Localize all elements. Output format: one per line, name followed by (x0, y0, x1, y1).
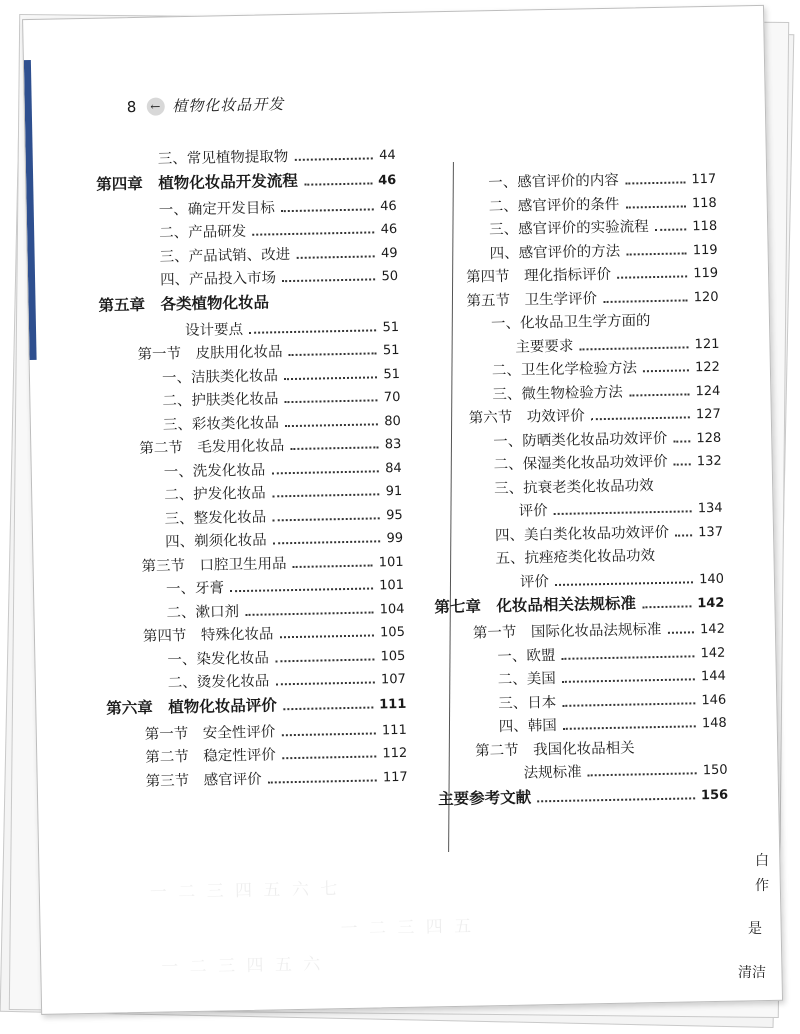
toc-page-number: 112 (382, 745, 408, 762)
toc-page-number: 46 (380, 221, 398, 238)
toc-page-number: 124 (695, 383, 721, 399)
dot-leader (561, 655, 694, 660)
dot-leader (562, 702, 695, 707)
toc-entry-title: 三、抗衰老类化妆品功效 (494, 477, 654, 497)
toc-entry-title: 第四章 植物化妆品开发流程 (96, 171, 298, 194)
dot-leader (285, 423, 378, 427)
dot-leader (281, 208, 374, 212)
toc-page-number: 142 (697, 595, 725, 612)
toc-entry-title: 二、卫生化学检验方法 (491, 360, 638, 380)
dot-leader (675, 534, 692, 536)
dot-leader (290, 446, 378, 450)
dot-leader (579, 346, 688, 350)
dot-leader (282, 755, 377, 759)
toc-page-number: 51 (383, 366, 401, 382)
dot-leader (603, 299, 688, 303)
toc-page-number: 119 (693, 265, 719, 282)
toc-entry-title: 三、感官评价的实验流程 (489, 219, 649, 239)
dot-leader (281, 732, 376, 736)
toc-entry-title: 二、感官评价的条件 (488, 196, 620, 215)
dot-leader (660, 488, 716, 489)
toc-page-number: 121 (694, 336, 720, 352)
toc-page-number: 156 (700, 787, 729, 803)
dot-leader (673, 440, 690, 442)
dot-leader (617, 275, 687, 278)
dot-leader (655, 228, 687, 231)
toc-page-number: 105 (379, 624, 406, 641)
dot-leader (275, 305, 392, 307)
toc-page-number: 142 (700, 645, 726, 661)
toc-entry-title: 五、抗痤疮类化妆品功效 (495, 548, 656, 568)
toc-entry-title: 一、防晒类化妆品功效评价 (493, 430, 668, 450)
toc-entry-title: 三、彩妆类化妆品 (162, 414, 280, 433)
dot-leader (643, 369, 689, 372)
dot-leader (674, 463, 691, 465)
dot-leader (284, 399, 377, 403)
toc-page-number: 83 (384, 436, 402, 453)
toc-entry-title: 二、护肤类化妆品 (162, 391, 279, 410)
toc-page-number: 146 (701, 692, 727, 708)
toc-page-number: 128 (696, 430, 722, 446)
toc-page-number: 118 (692, 218, 718, 235)
toc-entry-title: 法规标准 (523, 764, 582, 782)
toc-page-number: 137 (698, 524, 724, 540)
dot-leader (625, 181, 686, 184)
toc-left-column (96, 143, 408, 794)
dot-leader (272, 517, 380, 521)
toc-page-number: 111 (381, 722, 407, 738)
toc-entry-title: 二、保湿类化妆品功效评价 (493, 453, 668, 474)
dot-leader (275, 681, 375, 685)
edge-fragment: 白 (755, 853, 769, 869)
dot-leader (626, 252, 687, 255)
toc-page-number: 127 (695, 406, 721, 423)
toc-page-number: 142 (699, 621, 726, 638)
toc-entry-title: 主要要求 (515, 338, 574, 356)
toc-entry-title: 四、产品投入市场 (159, 270, 277, 289)
toc-entry-title: 一、牙膏 (165, 580, 225, 598)
toc-page-number: 91 (385, 483, 403, 500)
dot-leader (275, 658, 375, 662)
toc-page-number: 104 (379, 601, 405, 617)
toc-page-number: 134 (697, 500, 723, 517)
running-header (127, 93, 285, 117)
toc-page-number: 50 (381, 268, 399, 285)
dot-leader (283, 706, 373, 710)
toc-entry-title: 一、化妆品卫生学方面的 (490, 313, 651, 333)
toc-entry-title: 评价 (519, 573, 550, 591)
dot-leader (588, 772, 697, 776)
toc-page-number: 107 (380, 671, 406, 688)
back-arrow-icon: ← (146, 97, 164, 115)
toc-entry-title: 第二节 我国化妆品相关 (475, 739, 635, 760)
toc-entry-title: 第六章 植物化妆品评价 (106, 695, 277, 718)
toc-page (22, 5, 783, 1015)
toc-section-entry (108, 764, 408, 793)
dot-leader (273, 540, 381, 544)
toc-entry-title: 二、美国 (497, 670, 556, 689)
toc-page-number: 132 (696, 453, 722, 470)
dot-leader (563, 725, 696, 730)
toc-entry-title: 四、美白类化妆品功效评价 (494, 524, 670, 544)
dot-leader (293, 564, 373, 568)
toc-page-number: 119 (692, 242, 718, 258)
dot-leader (642, 605, 691, 608)
toc-entry-title: 二、漱口剂 (166, 603, 240, 621)
edge-fragment: 清洁 (738, 965, 766, 981)
show-through-text: 一 二 三 四 五 六 七 (149, 879, 341, 903)
toc-page-number: 101 (379, 577, 405, 594)
toc-entry-title: 四、韩国 (498, 717, 557, 736)
toc-entry-title: 第六节 功效评价 (468, 408, 585, 427)
toc-page-number: 49 (380, 245, 398, 261)
toc-page-number: 111 (379, 696, 407, 712)
toc-right-column (426, 167, 728, 814)
toc-entry-title: 第七章 化妆品相关法规标准 (434, 594, 637, 617)
toc-entry-title: 第五章 各类植物化妆品 (98, 292, 270, 315)
edge-fragment: 是 (748, 921, 762, 937)
dot-leader (304, 182, 372, 185)
toc-page-number: 118 (691, 195, 717, 211)
toc-entry-title: 主要参考文献 (437, 787, 532, 808)
toc-page-number: 44 (379, 147, 396, 164)
toc-page-number: 148 (701, 715, 727, 732)
toc-entry-title: 第二节 毛发用化妆品 (139, 438, 285, 457)
dot-leader (268, 779, 377, 783)
toc-page-number: 95 (385, 507, 403, 523)
toc-entry-title: 第四节 理化指标评价 (465, 266, 612, 286)
toc-page-number: 120 (693, 289, 719, 305)
dot-leader (284, 376, 377, 380)
toc-entry-title: 一、染发化妆品 (167, 650, 270, 668)
toc-page-number: 140 (698, 571, 725, 587)
toc-entry-title: 一、欧盟 (497, 647, 556, 665)
dot-leader (279, 634, 374, 638)
toc-chapter-entry (438, 781, 728, 814)
toc-page-number: 144 (700, 668, 726, 685)
toc-entry-title: 一、洁肤类化妆品 (161, 367, 279, 387)
page-number: 8 (126, 97, 137, 116)
toc-entry-title: 一、洗发化妆品 (163, 462, 266, 480)
show-through-text: 一 二 三 四 五 六 (161, 954, 324, 978)
toc-page-number: 117 (691, 171, 717, 188)
edge-fragment: 作 (755, 878, 769, 894)
dot-leader (629, 393, 690, 396)
toc-entry-title: 第三节 口腔卫生用品 (141, 555, 287, 575)
toc-entry-title: 三、整发化妆品 (164, 509, 267, 527)
show-through-text: 一 二 三 四 五 (340, 916, 475, 940)
dot-leader (562, 678, 695, 683)
toc-entry-title: 第一节 国际化妆品法规标准 (472, 621, 662, 642)
toc-entry-title: 三、常见植物提取物 (157, 149, 289, 168)
toc-page-number: 46 (380, 198, 397, 214)
toc-entry-title: 第二节 稳定性评价 (145, 747, 276, 766)
dot-leader (661, 559, 717, 560)
dot-leader (252, 231, 374, 235)
toc-page-number: 105 (380, 648, 406, 664)
dot-leader (294, 157, 373, 161)
toc-entry-title: 二、护发化妆品 (164, 485, 266, 504)
dot-leader (289, 352, 377, 356)
toc-entry-title: 第一节 安全性评价 (144, 723, 276, 743)
toc-page-number: 80 (384, 413, 401, 429)
toc-entry-title: 第五节 卫生学评价 (466, 290, 598, 310)
toc-page-number: 99 (386, 530, 404, 547)
dot-leader (591, 416, 690, 420)
toc-entry-title: 三、日本 (498, 694, 557, 712)
dot-leader (245, 611, 374, 615)
toc-page-number: 84 (385, 460, 402, 476)
dot-leader (249, 329, 376, 333)
dot-leader (625, 205, 686, 208)
toc-page-number: 117 (382, 769, 408, 785)
toc-page-number: 101 (378, 554, 404, 570)
toc-entry-title: 三、微生物检验方法 (492, 384, 623, 403)
toc-entry-title: 四、剃须化妆品 (164, 532, 267, 551)
toc-entry-title: 一、确定开发目标 (158, 199, 275, 219)
dot-leader (282, 278, 375, 282)
toc-entry-title: 三、产品试销、改进 (159, 246, 291, 266)
toc-entry-title: 四、感官评价的方法 (489, 243, 621, 262)
dot-leader (641, 750, 721, 752)
toc-entry-title: 第四节 特殊化妆品 (142, 626, 274, 645)
dot-leader (554, 510, 692, 515)
toc-entry-title: 二、产品研发 (159, 223, 247, 242)
toc-page-number: 46 (377, 172, 397, 188)
dot-leader (296, 255, 375, 259)
toc-page-number: 51 (382, 342, 400, 359)
toc-page-number: 150 (702, 762, 728, 779)
dot-leader (537, 797, 695, 802)
book-title: 植物化妆品开发 (172, 95, 285, 116)
toc-entry-title: 设计要点 (184, 321, 244, 339)
dot-leader (271, 470, 379, 474)
dot-leader (657, 324, 713, 325)
toc-entry-title: 第一节 皮肤用化妆品 (137, 344, 283, 363)
toc-entry-title: 一、感官评价的内容 (488, 172, 619, 192)
toc-page-number: 70 (383, 389, 401, 406)
toc-entry-title: 评价 (518, 503, 548, 520)
toc-page-number: 51 (382, 319, 400, 335)
toc-entry-title: 二、烫发化妆品 (167, 673, 270, 692)
dot-leader (667, 631, 694, 634)
toc-entry-title: 第三节 感官评价 (145, 771, 262, 790)
dot-leader (272, 493, 380, 497)
dot-leader (230, 587, 373, 592)
toc-page-number: 122 (694, 359, 721, 376)
dot-leader (555, 581, 693, 586)
